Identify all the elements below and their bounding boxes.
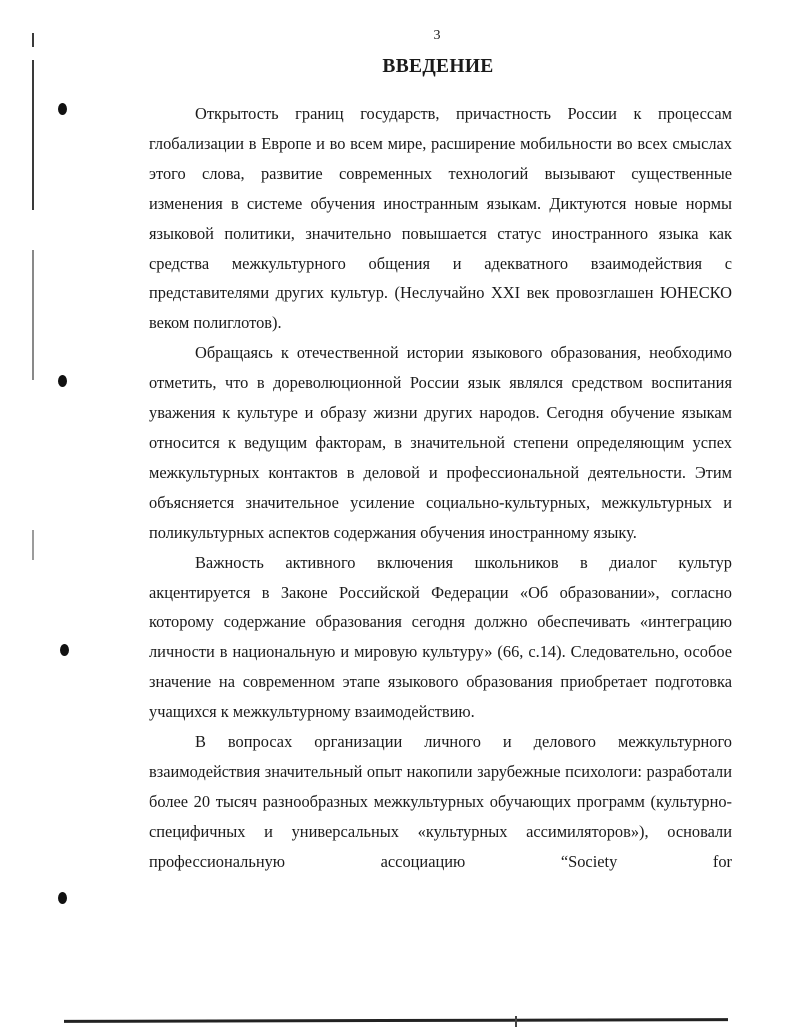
punch-hole-mark xyxy=(60,644,69,656)
left-margin-line xyxy=(32,250,34,380)
paragraph: Открытость границ государств, причастность России к процессам глобализации в Европе и во всем мире, расширение мобильности во всех смыслах этого слова, развитие современных технологий вызывают существенные изменения в системе обучения иностранным языкам. Диктуются новые нормы языковой политики, значительно повышается статус иностранного языка как средства межкультурного общения и адекватного взаимодействия с представителями других культур. (Неслучайно XXI век провозглашен ЮНЕСКО веком полиглотов). xyxy=(149,104,732,333)
left-margin-line xyxy=(32,60,34,210)
paragraph: В вопросах организации личного и делового межкультурного взаимодействия значительный опыт накопили зарубежные психологи: разработали более 20 тысяч разнообразных межкультурных обучающих программ (культурно-специфичных и универсальных «культурных ассимиляторов»), основали профессиональную ассоциацию “Society for xyxy=(149,732,732,871)
left-margin-line xyxy=(32,33,34,47)
paragraph: Важность активного включения школьников в диалог культур акцентируется в Законе Российской Федерации «Об образовании», согласно которому содержание образования сегодня должно обеспечивать «интеграцию личности в национальную и мировую культуру» (66, с.14). Следовательно, особое значение на современном этапе языкового образования приобретает подготовка учащихся к межкультурному взаимодействию. xyxy=(149,552,732,722)
punch-hole-mark xyxy=(58,892,67,904)
bottom-scan-line xyxy=(64,1018,728,1022)
left-margin-line xyxy=(32,530,34,560)
page-title: ВВЕДЕНИЕ xyxy=(382,56,494,77)
document-body xyxy=(149,99,732,877)
punch-hole-mark xyxy=(58,375,67,387)
page-number: 3 xyxy=(433,28,441,43)
paragraph: Обращаясь к отечественной истории языкового образования, необходимо отметить, что в дореволюционной России язык являлся средством воспитания уважения к культуре и образу жизни других народов. Сегодня обучение языкам относится к ведущим факторам, в значительной степени определяющим успех межкультурных контактов в деловой и профессиональной деятельности. Этим объясняется значительное усиление социально-культурных, межкультурных и поликультурных аспектов содержания обучения иностранному языку. xyxy=(149,343,732,542)
punch-hole-mark xyxy=(58,103,67,115)
bottom-scan-tick xyxy=(515,1016,517,1027)
